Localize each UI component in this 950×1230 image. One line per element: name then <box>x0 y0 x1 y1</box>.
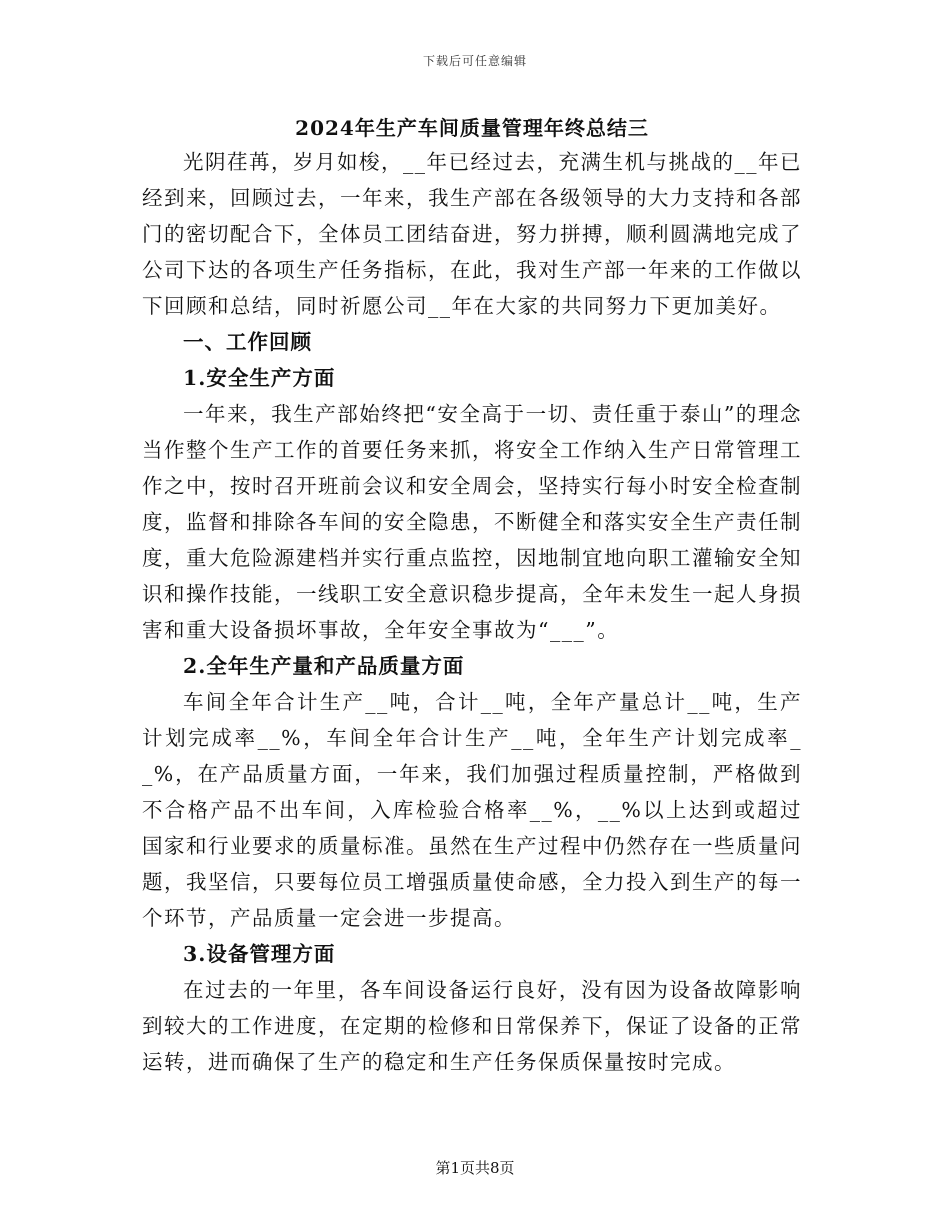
page-number: 第1页共8页 <box>435 1159 515 1177</box>
subheading-production-quality: 2.全年生产量和产品质量方面 <box>183 654 465 678</box>
document-body <box>142 112 802 1080</box>
paragraph-equipment: 在过去的一年里，各车间设备运行良好，没有因为设备故障影响到较大的工作进度，在定期的检修和日常保养下，保证了设备的正常运转，进而确保了生产的稳定和生产任务保质保量按时完成。 <box>142 978 802 1074</box>
intro-paragraph: 光阴荏苒，岁月如梭，__年已经过去，充满生机与挑战的__年已经到来，回顾过去，一年来，我生产部在各级领导的大力支持和各部门的密切配合下，全体员工团结奋进，努力拼搏，顺利圆满地完成了公司下达的各项生产任务指标，在此，我对生产部一年来的工作做以下回顾和总结，同时祈愿公司__年在大家的共同努力下更加美好。 <box>142 150 802 318</box>
subheading-safety: 1.安全生产方面 <box>183 366 336 390</box>
section-heading-review: 一、工作回顾 <box>183 330 312 354</box>
subheading-equipment: 3.设备管理方面 <box>183 942 336 966</box>
header-note: 下载后可任意编辑 <box>422 54 527 68</box>
paragraph-safety: 一年来，我生产部始终把“安全高于一切、责任重于泰山”的理念当作整个生产工作的首要任务来抓，将安全工作纳入生产日常管理工作之中，按时召开班前会议和安全周会，坚持实行每小时安全检查制度，监督和排除各车间的安全隐患，不断健全和落实安全生产责任制度，重大危险源建档并实行重点监控，因地制宜地向职工灌输安全知识和操作技能，一线职工安全意识稳步提高，全年未发生一起人身损害和重大设备损坏事故，全年安全事故为“___”。 <box>142 402 802 642</box>
paragraph-production-quality: 车间全年合计生产__吨，合计__吨，全年产量总计__吨，生产计划完成率__%，车间全年合计生产__吨，全年生产计划完成率__%，在产品质量方面，一年来，我们加强过程质量控制，严格做到不合格产品不出车间，入库检验合格率__%，__%以上达到或超过国家和行业要求的质量标准。虽然在生产过程中仍然存在一些质量问题，我坚信，只要每位员工增强质量使命感，全力投入到生产的每一个环节，产品质量一定会进一步提高。 <box>142 690 802 930</box>
document-title: 2024年生产车间质量管理年终总结三 <box>295 116 649 140</box>
